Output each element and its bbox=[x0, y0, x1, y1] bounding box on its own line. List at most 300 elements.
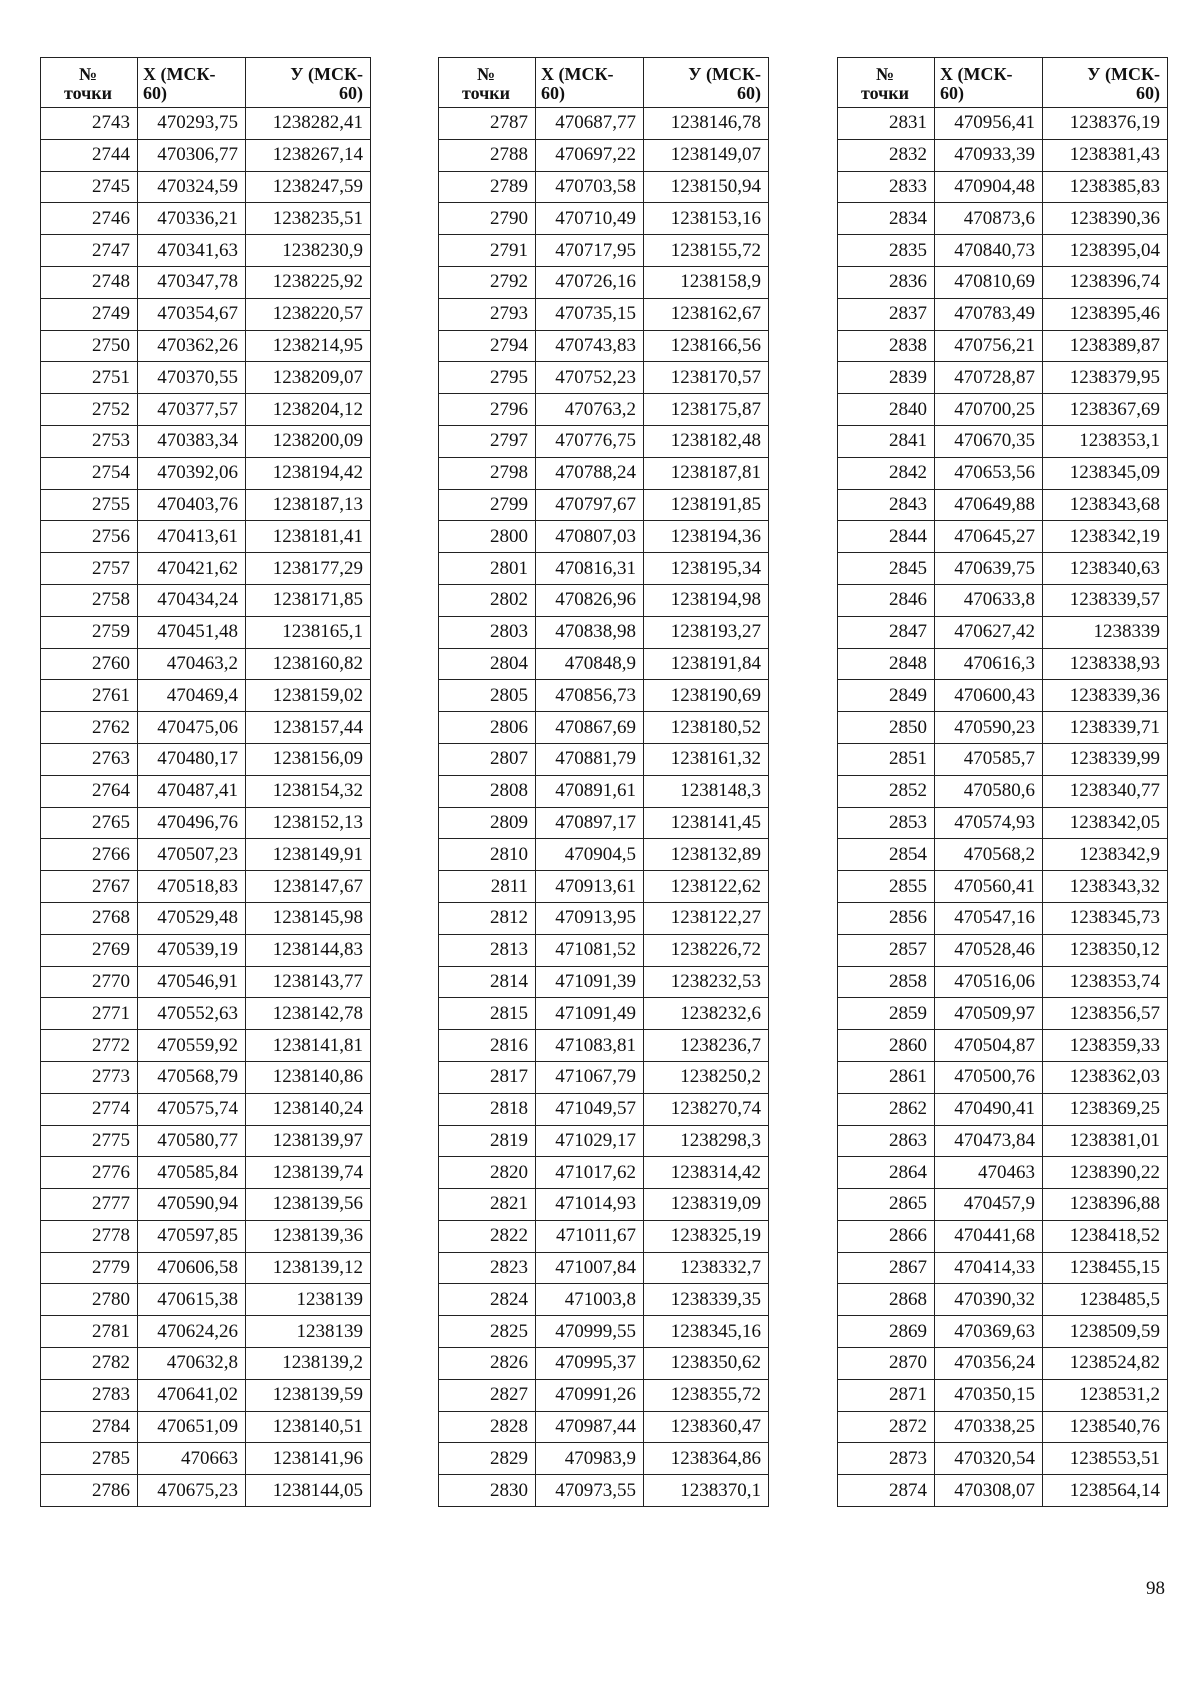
y-coordinate: 1238531,2 bbox=[1043, 1379, 1168, 1411]
point-number: 2830 bbox=[439, 1475, 536, 1507]
table-row bbox=[838, 1030, 1168, 1062]
y-coordinate: 1238342,9 bbox=[1043, 839, 1168, 871]
x-coordinate: 470575,74 bbox=[138, 1093, 246, 1125]
point-number: 2852 bbox=[838, 775, 935, 807]
table-row bbox=[41, 266, 371, 298]
x-coordinate: 470663 bbox=[138, 1443, 246, 1475]
x-coordinate-header-line1: X (МСК- bbox=[940, 63, 1013, 84]
x-coordinate: 470528,46 bbox=[935, 934, 1043, 966]
x-coordinate: 470670,35 bbox=[935, 425, 1043, 457]
x-coordinate: 470496,76 bbox=[138, 807, 246, 839]
point-number: 2792 bbox=[439, 266, 536, 298]
point-number: 2833 bbox=[838, 171, 935, 203]
point-number: 2800 bbox=[439, 521, 536, 553]
table-row bbox=[439, 998, 769, 1030]
table-row bbox=[41, 171, 371, 203]
point-number: 2771 bbox=[41, 998, 138, 1030]
point-number: 2744 bbox=[41, 139, 138, 171]
point-number: 2815 bbox=[439, 998, 536, 1030]
y-coordinate: 1238356,57 bbox=[1043, 998, 1168, 1030]
y-coordinate: 1238339,36 bbox=[1043, 680, 1168, 712]
x-coordinate-header-line2: 60) bbox=[143, 82, 167, 103]
table-row bbox=[41, 712, 371, 744]
table-row bbox=[838, 457, 1168, 489]
table-row bbox=[838, 1252, 1168, 1284]
point-number-header bbox=[838, 58, 935, 108]
point-number: 2745 bbox=[41, 171, 138, 203]
point-number: 2821 bbox=[439, 1189, 536, 1221]
y-coordinate: 1238455,15 bbox=[1043, 1252, 1168, 1284]
table-row bbox=[838, 616, 1168, 648]
y-coordinate: 1238141,81 bbox=[246, 1030, 371, 1062]
y-coordinate: 1238194,98 bbox=[644, 584, 769, 616]
coordinates-table-1 bbox=[40, 57, 371, 1507]
y-coordinate: 1238343,32 bbox=[1043, 871, 1168, 903]
point-number: 2867 bbox=[838, 1252, 935, 1284]
point-number: 2783 bbox=[41, 1379, 138, 1411]
x-coordinate: 470354,67 bbox=[138, 298, 246, 330]
y-coordinate: 1238140,24 bbox=[246, 1093, 371, 1125]
x-coordinate: 470703,58 bbox=[536, 171, 644, 203]
table-row bbox=[41, 1252, 371, 1284]
y-coordinate: 1238153,16 bbox=[644, 203, 769, 235]
y-coordinate: 1238230,9 bbox=[246, 235, 371, 267]
table-row bbox=[41, 1411, 371, 1443]
y-coordinate: 1238353,74 bbox=[1043, 966, 1168, 998]
y-coordinate: 1238379,95 bbox=[1043, 362, 1168, 394]
table-row bbox=[41, 1030, 371, 1062]
y-coordinate: 1238319,09 bbox=[644, 1189, 769, 1221]
x-coordinate: 470370,55 bbox=[138, 362, 246, 394]
table-row bbox=[838, 1348, 1168, 1380]
x-coordinate-header bbox=[536, 58, 644, 108]
x-coordinate: 470867,69 bbox=[536, 712, 644, 744]
x-coordinate: 470891,61 bbox=[536, 775, 644, 807]
y-coordinate: 1238364,86 bbox=[644, 1443, 769, 1475]
table-row bbox=[838, 648, 1168, 680]
y-coordinate: 1238250,2 bbox=[644, 1061, 769, 1093]
point-number: 2849 bbox=[838, 680, 935, 712]
x-coordinate: 470308,07 bbox=[935, 1475, 1043, 1507]
table-row bbox=[439, 712, 769, 744]
point-number: 2855 bbox=[838, 871, 935, 903]
point-number-header-line1: № bbox=[476, 63, 496, 84]
y-coordinate: 1238418,52 bbox=[1043, 1220, 1168, 1252]
table-row bbox=[439, 1348, 769, 1380]
point-number: 2809 bbox=[439, 807, 536, 839]
table-row bbox=[838, 330, 1168, 362]
point-number: 2776 bbox=[41, 1157, 138, 1189]
y-coordinate: 1238175,87 bbox=[644, 394, 769, 426]
point-number: 2773 bbox=[41, 1061, 138, 1093]
y-coordinate: 1238139,2 bbox=[246, 1348, 371, 1380]
table-row bbox=[439, 203, 769, 235]
y-coordinate: 1238236,7 bbox=[644, 1030, 769, 1062]
y-coordinate: 1238367,69 bbox=[1043, 394, 1168, 426]
x-coordinate: 470983,9 bbox=[536, 1443, 644, 1475]
point-number: 2826 bbox=[439, 1348, 536, 1380]
x-coordinate: 470463,2 bbox=[138, 648, 246, 680]
x-coordinate: 471029,17 bbox=[536, 1125, 644, 1157]
point-number: 2747 bbox=[41, 235, 138, 267]
x-coordinate: 470463 bbox=[935, 1157, 1043, 1189]
y-coordinate: 1238132,89 bbox=[644, 839, 769, 871]
x-coordinate: 470653,56 bbox=[935, 457, 1043, 489]
y-coordinate: 1238540,76 bbox=[1043, 1411, 1168, 1443]
point-number: 2751 bbox=[41, 362, 138, 394]
coordinates-table-3 bbox=[837, 57, 1168, 1507]
point-number: 2754 bbox=[41, 457, 138, 489]
point-number: 2772 bbox=[41, 1030, 138, 1062]
table-row bbox=[439, 394, 769, 426]
table-row bbox=[838, 425, 1168, 457]
y-coordinate: 1238390,22 bbox=[1043, 1157, 1168, 1189]
y-coordinate: 1238235,51 bbox=[246, 203, 371, 235]
y-coordinate: 1238148,3 bbox=[644, 775, 769, 807]
y-coordinate: 1238360,47 bbox=[644, 1411, 769, 1443]
point-number: 2760 bbox=[41, 648, 138, 680]
point-number: 2838 bbox=[838, 330, 935, 362]
x-coordinate: 470585,84 bbox=[138, 1157, 246, 1189]
x-coordinate: 470873,6 bbox=[935, 203, 1043, 235]
table-row bbox=[41, 1316, 371, 1348]
x-coordinate-header-line1: X (МСК- bbox=[143, 63, 216, 84]
y-coordinate: 1238159,02 bbox=[246, 680, 371, 712]
point-number-header bbox=[439, 58, 536, 108]
y-coordinate: 1238385,83 bbox=[1043, 171, 1168, 203]
x-coordinate: 470320,54 bbox=[935, 1443, 1043, 1475]
point-number: 2858 bbox=[838, 966, 935, 998]
x-coordinate: 470518,83 bbox=[138, 871, 246, 903]
table-row bbox=[838, 1411, 1168, 1443]
point-number: 2763 bbox=[41, 743, 138, 775]
y-coordinate: 1238204,12 bbox=[246, 394, 371, 426]
x-coordinate: 470624,26 bbox=[138, 1316, 246, 1348]
point-number: 2785 bbox=[41, 1443, 138, 1475]
x-coordinate: 471091,39 bbox=[536, 966, 644, 998]
point-number: 2767 bbox=[41, 871, 138, 903]
table-row bbox=[838, 1443, 1168, 1475]
y-coordinate: 1238553,51 bbox=[1043, 1443, 1168, 1475]
table-row bbox=[41, 934, 371, 966]
point-number: 2786 bbox=[41, 1475, 138, 1507]
point-number: 2847 bbox=[838, 616, 935, 648]
x-coordinate: 470826,96 bbox=[536, 584, 644, 616]
table-row bbox=[838, 966, 1168, 998]
y-coordinate: 1238140,86 bbox=[246, 1061, 371, 1093]
x-coordinate: 471003,8 bbox=[536, 1284, 644, 1316]
point-number: 2803 bbox=[439, 616, 536, 648]
y-coordinate: 1238122,62 bbox=[644, 871, 769, 903]
y-coordinate: 1238146,78 bbox=[644, 108, 769, 140]
x-coordinate: 470726,16 bbox=[536, 266, 644, 298]
y-coordinate: 1238267,14 bbox=[246, 139, 371, 171]
table-row bbox=[439, 584, 769, 616]
y-coordinate: 1238147,67 bbox=[246, 871, 371, 903]
y-coordinate: 1238139,36 bbox=[246, 1220, 371, 1252]
point-number: 2828 bbox=[439, 1411, 536, 1443]
point-number: 2864 bbox=[838, 1157, 935, 1189]
point-number-header-line2: точки bbox=[461, 82, 511, 103]
x-coordinate: 470763,2 bbox=[536, 394, 644, 426]
point-number: 2801 bbox=[439, 553, 536, 585]
table-row bbox=[41, 871, 371, 903]
table-row bbox=[41, 1379, 371, 1411]
point-number: 2752 bbox=[41, 394, 138, 426]
x-coordinate: 470904,48 bbox=[935, 171, 1043, 203]
x-coordinate: 471081,52 bbox=[536, 934, 644, 966]
table-row bbox=[838, 712, 1168, 744]
y-coordinate: 1238156,09 bbox=[246, 743, 371, 775]
x-coordinate: 470933,39 bbox=[935, 139, 1043, 171]
x-coordinate: 471083,81 bbox=[536, 1030, 644, 1062]
table-row bbox=[838, 775, 1168, 807]
point-number: 2765 bbox=[41, 807, 138, 839]
point-number: 2872 bbox=[838, 1411, 935, 1443]
point-number: 2848 bbox=[838, 648, 935, 680]
point-number: 2764 bbox=[41, 775, 138, 807]
point-number: 2862 bbox=[838, 1093, 935, 1125]
y-coordinate: 1238191,85 bbox=[644, 489, 769, 521]
point-number: 2837 bbox=[838, 298, 935, 330]
table-row bbox=[838, 998, 1168, 1030]
point-number-header-line1: № bbox=[875, 63, 895, 84]
x-coordinate: 470509,97 bbox=[935, 998, 1043, 1030]
header-row bbox=[41, 58, 371, 108]
x-coordinate: 470687,77 bbox=[536, 108, 644, 140]
table-row bbox=[41, 1443, 371, 1475]
x-coordinate: 470338,25 bbox=[935, 1411, 1043, 1443]
table-row bbox=[41, 521, 371, 553]
y-coordinate: 1238485,5 bbox=[1043, 1284, 1168, 1316]
point-number: 2873 bbox=[838, 1443, 935, 1475]
x-coordinate: 470473,84 bbox=[935, 1125, 1043, 1157]
point-number: 2842 bbox=[838, 457, 935, 489]
x-coordinate: 471011,67 bbox=[536, 1220, 644, 1252]
table-row bbox=[838, 235, 1168, 267]
x-coordinate: 470838,98 bbox=[536, 616, 644, 648]
point-number: 2756 bbox=[41, 521, 138, 553]
table-row bbox=[41, 966, 371, 998]
point-number: 2795 bbox=[439, 362, 536, 394]
x-coordinate: 470383,34 bbox=[138, 425, 246, 457]
x-coordinate: 470600,43 bbox=[935, 680, 1043, 712]
y-coordinate: 1238149,91 bbox=[246, 839, 371, 871]
point-number: 2806 bbox=[439, 712, 536, 744]
y-coordinate: 1238340,63 bbox=[1043, 553, 1168, 585]
point-number: 2814 bbox=[439, 966, 536, 998]
table-row bbox=[41, 1093, 371, 1125]
x-coordinate: 470840,73 bbox=[935, 235, 1043, 267]
y-coordinate: 1238396,88 bbox=[1043, 1189, 1168, 1221]
table-row bbox=[838, 871, 1168, 903]
table-row bbox=[439, 902, 769, 934]
y-coordinate-header bbox=[1043, 58, 1168, 108]
table-row bbox=[41, 298, 371, 330]
table-row bbox=[41, 108, 371, 140]
table-row bbox=[41, 1189, 371, 1221]
x-coordinate: 471067,79 bbox=[536, 1061, 644, 1093]
table-row bbox=[439, 934, 769, 966]
point-number: 2750 bbox=[41, 330, 138, 362]
point-number: 2766 bbox=[41, 839, 138, 871]
y-coordinate: 1238342,05 bbox=[1043, 807, 1168, 839]
point-number: 2805 bbox=[439, 680, 536, 712]
point-number: 2816 bbox=[439, 1030, 536, 1062]
y-coordinate: 1238564,14 bbox=[1043, 1475, 1168, 1507]
y-coordinate: 1238353,1 bbox=[1043, 425, 1168, 457]
y-coordinate: 1238145,98 bbox=[246, 902, 371, 934]
table-row bbox=[838, 139, 1168, 171]
table-row bbox=[838, 839, 1168, 871]
x-coordinate: 470735,15 bbox=[536, 298, 644, 330]
point-number: 2840 bbox=[838, 394, 935, 426]
y-coordinate: 1238143,77 bbox=[246, 966, 371, 998]
x-coordinate: 470441,68 bbox=[935, 1220, 1043, 1252]
table-row bbox=[838, 584, 1168, 616]
y-coordinate: 1238226,72 bbox=[644, 934, 769, 966]
table-row bbox=[439, 108, 769, 140]
y-coordinate: 1238141,45 bbox=[644, 807, 769, 839]
y-coordinate: 1238149,07 bbox=[644, 139, 769, 171]
table-row bbox=[838, 553, 1168, 585]
point-number: 2755 bbox=[41, 489, 138, 521]
table-row bbox=[838, 1189, 1168, 1221]
point-number-header-line2: точки bbox=[860, 82, 910, 103]
y-coordinate: 1238154,32 bbox=[246, 775, 371, 807]
table-row bbox=[41, 616, 371, 648]
x-coordinate: 470421,62 bbox=[138, 553, 246, 585]
table-row bbox=[41, 1157, 371, 1189]
y-coordinate: 1238369,25 bbox=[1043, 1093, 1168, 1125]
y-coordinate-header-line2: 60) bbox=[339, 82, 363, 103]
point-number: 2796 bbox=[439, 394, 536, 426]
point-number-header-line1: № bbox=[78, 63, 98, 84]
point-number: 2824 bbox=[439, 1284, 536, 1316]
y-coordinate: 1238139,74 bbox=[246, 1157, 371, 1189]
point-number: 2757 bbox=[41, 553, 138, 585]
point-number: 2778 bbox=[41, 1220, 138, 1252]
x-coordinate: 471017,62 bbox=[536, 1157, 644, 1189]
x-coordinate: 470999,55 bbox=[536, 1316, 644, 1348]
x-coordinate: 470597,85 bbox=[138, 1220, 246, 1252]
table-row bbox=[41, 1348, 371, 1380]
y-coordinate: 1238340,77 bbox=[1043, 775, 1168, 807]
x-coordinate: 470913,61 bbox=[536, 871, 644, 903]
x-coordinate: 470568,2 bbox=[935, 839, 1043, 871]
point-number: 2802 bbox=[439, 584, 536, 616]
table-row bbox=[41, 743, 371, 775]
y-coordinate: 1238193,27 bbox=[644, 616, 769, 648]
y-coordinate: 1238200,09 bbox=[246, 425, 371, 457]
x-coordinate: 470881,79 bbox=[536, 743, 644, 775]
x-coordinate: 470700,25 bbox=[935, 394, 1043, 426]
x-coordinate: 471049,57 bbox=[536, 1093, 644, 1125]
y-coordinate: 1238122,27 bbox=[644, 902, 769, 934]
x-coordinate: 470414,33 bbox=[935, 1252, 1043, 1284]
point-number: 2762 bbox=[41, 712, 138, 744]
x-coordinate: 470956,41 bbox=[935, 108, 1043, 140]
table-row bbox=[439, 1284, 769, 1316]
y-coordinate: 1238194,42 bbox=[246, 457, 371, 489]
table-row bbox=[838, 807, 1168, 839]
y-coordinate: 1238270,74 bbox=[644, 1093, 769, 1125]
x-coordinate: 470633,8 bbox=[935, 584, 1043, 616]
point-number: 2812 bbox=[439, 902, 536, 934]
y-coordinate: 1238158,9 bbox=[644, 266, 769, 298]
y-coordinate-header-line1: У (МСК- bbox=[688, 63, 761, 84]
x-coordinate: 470616,3 bbox=[935, 648, 1043, 680]
x-coordinate: 470559,92 bbox=[138, 1030, 246, 1062]
table-row bbox=[439, 235, 769, 267]
x-coordinate: 470580,77 bbox=[138, 1125, 246, 1157]
table-row bbox=[838, 521, 1168, 553]
table-row bbox=[838, 298, 1168, 330]
x-coordinate: 470717,95 bbox=[536, 235, 644, 267]
x-coordinate: 470369,63 bbox=[935, 1316, 1043, 1348]
y-coordinate: 1238150,94 bbox=[644, 171, 769, 203]
point-number: 2844 bbox=[838, 521, 935, 553]
x-coordinate: 470649,88 bbox=[935, 489, 1043, 521]
y-coordinate: 1238395,04 bbox=[1043, 235, 1168, 267]
x-coordinate-header-line1: X (МСК- bbox=[541, 63, 614, 84]
point-number: 2834 bbox=[838, 203, 935, 235]
y-coordinate: 1238343,68 bbox=[1043, 489, 1168, 521]
point-number: 2758 bbox=[41, 584, 138, 616]
x-coordinate: 470347,78 bbox=[138, 266, 246, 298]
table-row bbox=[439, 807, 769, 839]
x-coordinate: 470504,87 bbox=[935, 1030, 1043, 1062]
x-coordinate: 470615,38 bbox=[138, 1284, 246, 1316]
y-coordinate: 1238166,56 bbox=[644, 330, 769, 362]
y-coordinate: 1238339,57 bbox=[1043, 584, 1168, 616]
point-number: 2787 bbox=[439, 108, 536, 140]
y-coordinate: 1238376,19 bbox=[1043, 108, 1168, 140]
header-row bbox=[439, 58, 769, 108]
y-coordinate: 1238214,95 bbox=[246, 330, 371, 362]
y-coordinate: 1238345,16 bbox=[644, 1316, 769, 1348]
table-row bbox=[41, 553, 371, 585]
table-row bbox=[41, 648, 371, 680]
table-row bbox=[838, 108, 1168, 140]
table-row bbox=[838, 1475, 1168, 1507]
x-coordinate: 470697,22 bbox=[536, 139, 644, 171]
table-row bbox=[41, 489, 371, 521]
table-row bbox=[439, 425, 769, 457]
y-coordinate: 1238339,99 bbox=[1043, 743, 1168, 775]
table-row bbox=[439, 266, 769, 298]
table-row bbox=[439, 839, 769, 871]
table-row bbox=[838, 171, 1168, 203]
y-coordinate: 1238282,41 bbox=[246, 108, 371, 140]
y-coordinate: 1238152,13 bbox=[246, 807, 371, 839]
point-number: 2846 bbox=[838, 584, 935, 616]
x-coordinate: 470728,87 bbox=[935, 362, 1043, 394]
table-row bbox=[41, 1125, 371, 1157]
x-coordinate: 470913,95 bbox=[536, 902, 644, 934]
table-row bbox=[838, 1379, 1168, 1411]
y-coordinate: 1238195,34 bbox=[644, 553, 769, 585]
point-number: 2866 bbox=[838, 1220, 935, 1252]
y-coordinate: 1238144,05 bbox=[246, 1475, 371, 1507]
point-number: 2782 bbox=[41, 1348, 138, 1380]
x-coordinate: 470590,23 bbox=[935, 712, 1043, 744]
y-coordinate: 1238314,42 bbox=[644, 1157, 769, 1189]
y-coordinate-header-line2: 60) bbox=[1136, 82, 1160, 103]
y-coordinate-header bbox=[246, 58, 371, 108]
table-row bbox=[41, 139, 371, 171]
table-row bbox=[439, 457, 769, 489]
